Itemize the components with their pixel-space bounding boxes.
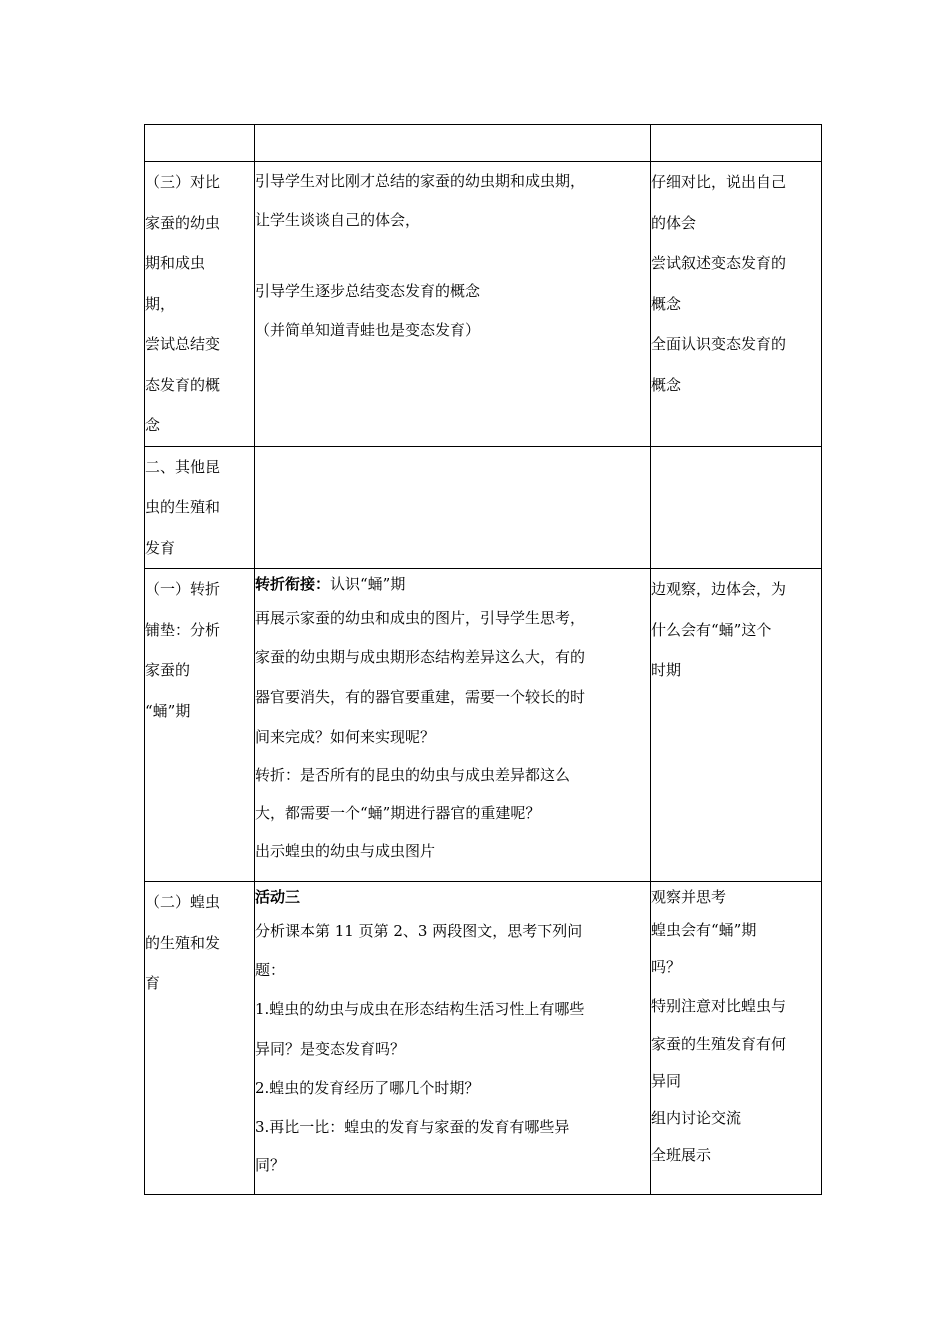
table-cell <box>145 125 255 162</box>
table-row <box>145 882 822 1195</box>
cell-line: （并简单知道青蛙也是变态发育） <box>255 321 481 339</box>
cell-line: 大，都需要一个“蛹”期进行器官的重建呢？ <box>255 804 541 822</box>
step-title-cell <box>145 162 255 447</box>
cell-line: 期和成虫 <box>145 254 206 272</box>
cell-line: 尝试总结变 <box>145 335 221 353</box>
cell-line <box>255 882 650 912</box>
cell-line: 异同？是变态发育吗？ <box>255 1040 406 1058</box>
cell-line: 全面认识变态发育的 <box>651 335 787 353</box>
step-title-cell <box>145 882 255 1195</box>
cell-line: 尝试叙述变态发育的 <box>651 254 787 272</box>
cell-line: （二）蝗虫 <box>145 893 221 911</box>
cell-line: 间来完成？如何来实现呢？ <box>255 728 436 746</box>
cell-line: 题： <box>255 960 286 979</box>
table-row <box>145 569 822 882</box>
student-activity-cell <box>651 162 822 447</box>
cell-line: 概念 <box>651 375 682 394</box>
table-cell <box>651 125 822 162</box>
heading-rest: 认识“蛹”期 <box>330 575 406 593</box>
cell-line: 发育 <box>145 538 176 557</box>
cell-line: 时期 <box>651 661 682 679</box>
cell-line <box>255 569 650 599</box>
cell-line: 二、其他昆 <box>145 457 221 476</box>
teacher-activity-cell <box>255 446 651 569</box>
table-row <box>145 446 822 569</box>
cell-line: 概念 <box>651 294 682 313</box>
cell-line: 家蚕的 <box>145 661 191 679</box>
cell-line: 虫的生殖和 <box>145 498 221 516</box>
cell-line: 家蚕的生殖发育有何 <box>651 1035 787 1053</box>
cell-line: 仔细对比，说出自己 <box>651 173 787 191</box>
cell-line: 全班展示 <box>651 1146 712 1164</box>
cell-line: 同？ <box>255 1156 286 1174</box>
bold-heading: 转折衔接： <box>255 575 331 593</box>
student-activity-cell <box>651 882 822 1195</box>
cell-line: 吗？ <box>651 958 682 976</box>
teacher-activity-cell <box>255 162 651 447</box>
cell-line: 组内讨论交流 <box>651 1109 742 1127</box>
cell-line: 观察并思考 <box>651 888 727 906</box>
student-activity-cell <box>651 569 822 882</box>
cell-line: 引导学生逐步总结变态发育的概念 <box>255 282 481 300</box>
cell-line: 特别注意对比蝗虫与 <box>651 997 787 1015</box>
cell-line: （三）对比 <box>145 173 221 191</box>
student-activity-cell <box>651 446 822 569</box>
cell-line: 2.蝗虫的发育经历了哪几个时期？ <box>255 1079 480 1097</box>
cell-line: 让学生谈谈自己的体会， <box>255 211 421 229</box>
cell-line: 1.蝗虫的幼虫与成虫在形态结构生活习性上有哪些 <box>255 1000 585 1018</box>
cell-line: “蛹”期 <box>145 701 191 720</box>
teacher-activity-cell <box>255 882 651 1195</box>
cell-line: 态发育的概 <box>145 375 221 394</box>
cell-line: 铺垫：分析 <box>145 620 221 639</box>
cell-line: 家蚕的幼虫期与成虫期形态结构差异这么大，有的 <box>255 648 586 666</box>
step-title-cell <box>145 446 255 569</box>
cell-line: 分析课本第 11 页第 2、3 两段图文，思考下列问 <box>255 922 583 940</box>
cell-line: （一）转折 <box>145 580 221 598</box>
cell-line: 异同 <box>651 1072 682 1090</box>
cell-line: 出示蝗虫的幼虫与成虫图片 <box>255 842 436 860</box>
cell-line: 器官要消失，有的器官要重建，需要一个较长的时 <box>255 688 586 706</box>
cell-line: 再展示家蚕的幼虫和成虫的图片，引导学生思考， <box>255 609 586 627</box>
cell-line: 3.再比一比：蝗虫的发育与家蚕的发育有哪些异 <box>255 1117 570 1136</box>
table-row <box>145 125 822 162</box>
cell-line: 期， <box>145 294 176 313</box>
cell-line: 蝗虫会有“蛹”期 <box>651 921 757 939</box>
cell-line: 什么会有“蛹”这个 <box>651 620 772 639</box>
step-title-cell <box>145 569 255 882</box>
cell-line: 的生殖和发 <box>145 933 221 952</box>
lesson-plan-table <box>144 124 822 1195</box>
cell-line: 转折：是否所有的昆虫的幼虫与成虫差异都这么 <box>255 766 571 784</box>
teacher-activity-cell <box>255 569 651 882</box>
bold-heading: 活动三 <box>255 888 301 906</box>
cell-line: 家蚕的幼虫 <box>145 213 221 232</box>
cell-line: 的体会 <box>651 213 697 232</box>
cell-line: 育 <box>145 974 161 992</box>
table-cell <box>255 125 651 162</box>
table-row <box>145 162 822 447</box>
cell-line: 边观察，边体会，为 <box>651 580 787 598</box>
cell-line: 念 <box>145 416 161 434</box>
cell-line: 引导学生对比刚才总结的家蚕的幼虫期和成虫期， <box>255 172 586 190</box>
